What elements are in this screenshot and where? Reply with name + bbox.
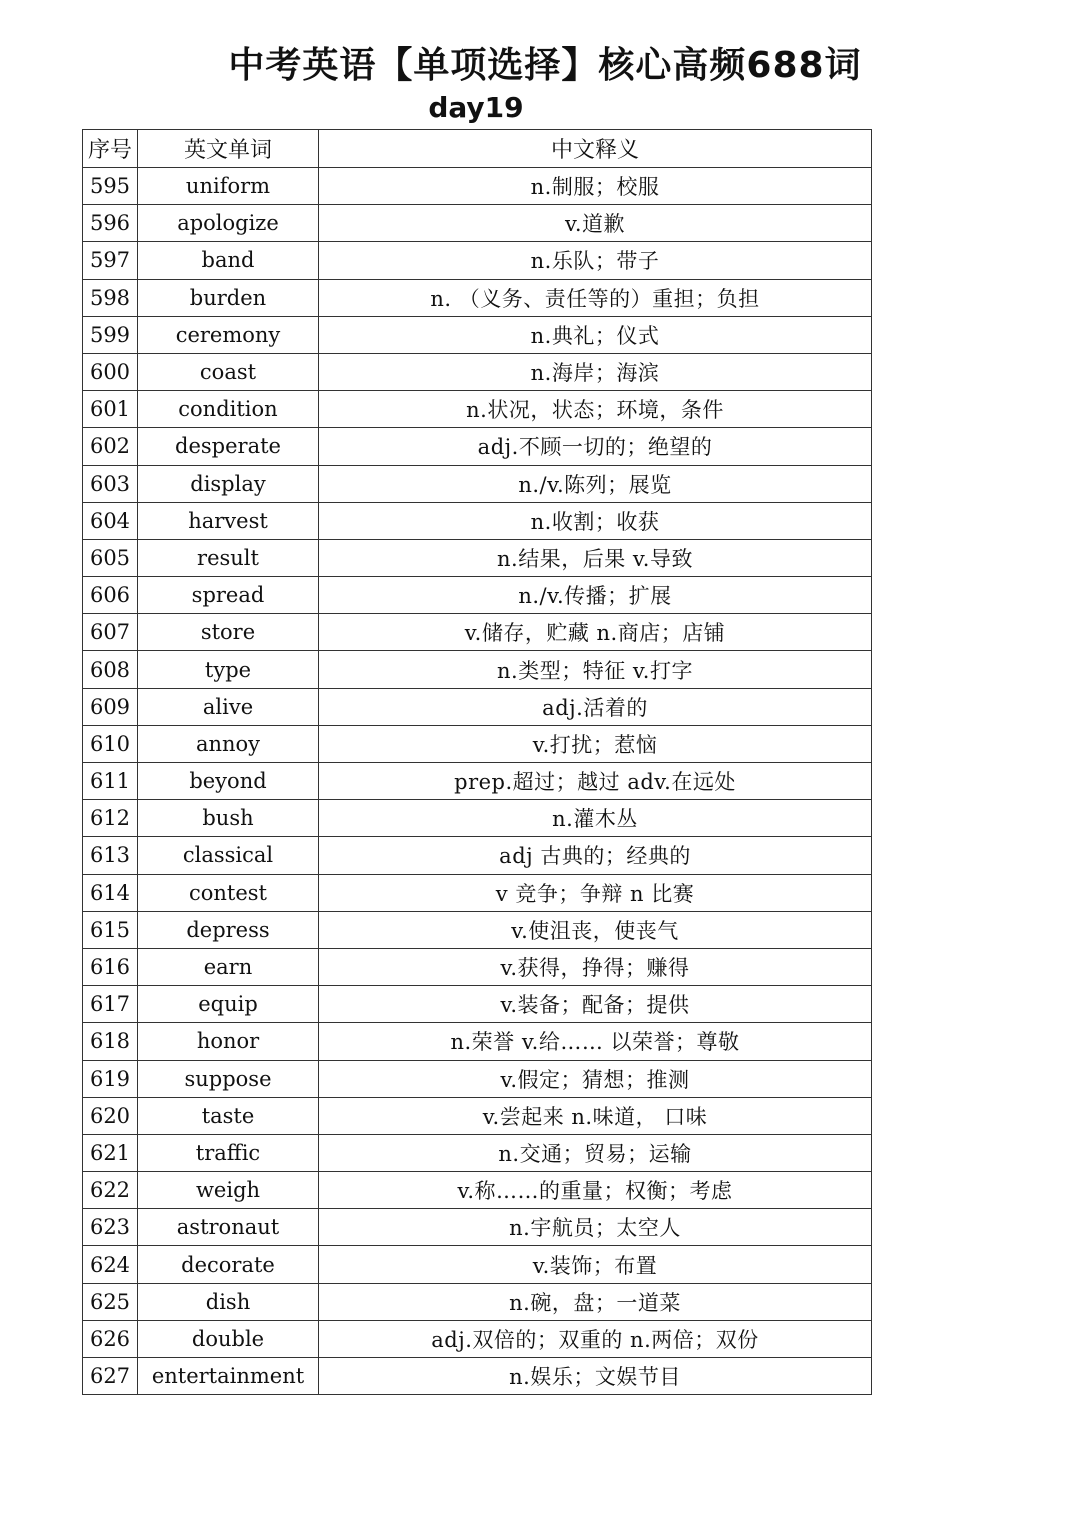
header-number: 序号 [83,130,138,168]
table-row [83,1283,872,1320]
row-number: 621 [83,1134,138,1171]
english-word: depress [138,911,319,948]
english-word: contest [138,874,319,911]
table-row [83,168,872,205]
chinese-definition: n.典礼；仪式 [319,316,872,353]
table-row [83,242,872,279]
header-word: 英文单词 [138,130,319,168]
row-number: 606 [83,577,138,614]
chinese-definition: v.获得，挣得；赚得 [319,948,872,985]
table-row [83,1320,872,1357]
row-number: 599 [83,316,138,353]
row-number: 614 [83,874,138,911]
english-word: traffic [138,1134,319,1171]
row-number: 626 [83,1320,138,1357]
chinese-definition: adj 古典的；经典的 [319,837,872,874]
english-word: taste [138,1097,319,1134]
row-number: 597 [83,242,138,279]
table-row [83,986,872,1023]
chinese-definition: adj.活着的 [319,688,872,725]
english-word: result [138,539,319,576]
table-row [83,539,872,576]
english-word: display [138,465,319,502]
row-number: 602 [83,428,138,465]
english-word: entertainment [138,1358,319,1395]
english-word: spread [138,577,319,614]
english-word: earn [138,948,319,985]
document-subtitle: day19 [428,91,524,124]
vocabulary-table [82,129,872,1395]
chinese-definition: n.乐队；带子 [319,242,872,279]
english-word: double [138,1320,319,1357]
table-row [83,1246,872,1283]
table-row [83,1172,872,1209]
chinese-definition: adj.不顾一切的；绝望的 [319,428,872,465]
document-title: 中考英语【单项选择】核心高频688词 [228,45,862,86]
chinese-definition: v.道歉 [319,205,872,242]
table-row [83,651,872,688]
english-word: coast [138,353,319,390]
row-number: 595 [83,168,138,205]
chinese-definition: v.假定；猜想；推测 [319,1060,872,1097]
table-row [83,502,872,539]
english-word: classical [138,837,319,874]
row-number: 627 [83,1358,138,1395]
table-row [83,614,872,651]
chinese-definition: n./v.传播；扩展 [319,577,872,614]
table-row [83,1358,872,1395]
row-number: 611 [83,763,138,800]
row-number: 622 [83,1172,138,1209]
chinese-definition: n.娱乐；文娱节目 [319,1358,872,1395]
table-header [83,130,872,168]
english-word: harvest [138,502,319,539]
chinese-definition: v 竞争；争辩 n 比赛 [319,874,872,911]
chinese-definition: v.装饰；布置 [319,1246,872,1283]
row-number: 609 [83,688,138,725]
english-word: weigh [138,1172,319,1209]
table-row [83,465,872,502]
row-number: 598 [83,279,138,316]
chinese-definition: n.结果，后果 v.导致 [319,539,872,576]
row-number: 608 [83,651,138,688]
row-number: 617 [83,986,138,1023]
english-word: dish [138,1283,319,1320]
english-word: decorate [138,1246,319,1283]
english-word: condition [138,391,319,428]
chinese-definition: n.收割；收获 [319,502,872,539]
table-row [83,1097,872,1134]
table-body [83,168,872,1395]
english-word: burden [138,279,319,316]
english-word: astronaut [138,1209,319,1246]
chinese-definition: adj.双倍的；双重的 n.两倍；双份 [319,1320,872,1357]
row-number: 623 [83,1209,138,1246]
english-word: suppose [138,1060,319,1097]
header-row [83,130,872,168]
table-row [83,1023,872,1060]
row-number: 619 [83,1060,138,1097]
row-number: 607 [83,614,138,651]
header-definition: 中文释义 [319,130,872,168]
chinese-definition: n.状况，状态；环境，条件 [319,391,872,428]
table-row [83,763,872,800]
row-number: 596 [83,205,138,242]
row-number: 618 [83,1023,138,1060]
chinese-definition: n.交通；贸易；运输 [319,1134,872,1171]
table-row [83,1134,872,1171]
table-row [83,688,872,725]
english-word: equip [138,986,319,1023]
chinese-definition: n.灌木丛 [319,800,872,837]
chinese-definition: n./v.陈列；展览 [319,465,872,502]
english-word: store [138,614,319,651]
row-number: 620 [83,1097,138,1134]
row-number: 615 [83,911,138,948]
table-row [83,1060,872,1097]
english-word: beyond [138,763,319,800]
english-word: type [138,651,319,688]
row-number: 600 [83,353,138,390]
chinese-definition: v.使沮丧，使丧气 [319,911,872,948]
english-word: desperate [138,428,319,465]
table-row [83,391,872,428]
english-word: ceremony [138,316,319,353]
table-row [83,1209,872,1246]
row-number: 625 [83,1283,138,1320]
table-row [83,353,872,390]
chinese-definition: v.打扰；惹恼 [319,725,872,762]
row-number: 601 [83,391,138,428]
table-row [83,577,872,614]
english-word: alive [138,688,319,725]
chinese-definition: n.碗，盘；一道菜 [319,1283,872,1320]
row-number: 613 [83,837,138,874]
table-row [83,874,872,911]
table-row [83,279,872,316]
chinese-definition: v.储存，贮藏 n.商店；店铺 [319,614,872,651]
english-word: honor [138,1023,319,1060]
row-number: 624 [83,1246,138,1283]
english-word: apologize [138,205,319,242]
table-row [83,316,872,353]
table-row [83,800,872,837]
chinese-definition: prep.超过；越过 adv.在远处 [319,763,872,800]
english-word: band [138,242,319,279]
row-number: 610 [83,725,138,762]
row-number: 603 [83,465,138,502]
chinese-definition: n. （义务、责任等的）重担；负担 [319,279,872,316]
english-word: annoy [138,725,319,762]
row-number: 605 [83,539,138,576]
table-row [83,725,872,762]
table-row [83,428,872,465]
row-number: 604 [83,502,138,539]
row-number: 616 [83,948,138,985]
chinese-definition: v.称……的重量；权衡；考虑 [319,1172,872,1209]
table-row [83,948,872,985]
chinese-definition: n.宇航员；太空人 [319,1209,872,1246]
chinese-definition: n.类型；特征 v.打字 [319,651,872,688]
english-word: bush [138,800,319,837]
chinese-definition: v.尝起来 n.味道， 口味 [319,1097,872,1134]
chinese-definition: n.荣誉 v.给…… 以荣誉；尊敬 [319,1023,872,1060]
chinese-definition: v.装备；配备；提供 [319,986,872,1023]
english-word: uniform [138,168,319,205]
table-row [83,205,872,242]
chinese-definition: n.海岸；海滨 [319,353,872,390]
chinese-definition: n.制服；校服 [319,168,872,205]
table-row [83,911,872,948]
table-row [83,837,872,874]
row-number: 612 [83,800,138,837]
